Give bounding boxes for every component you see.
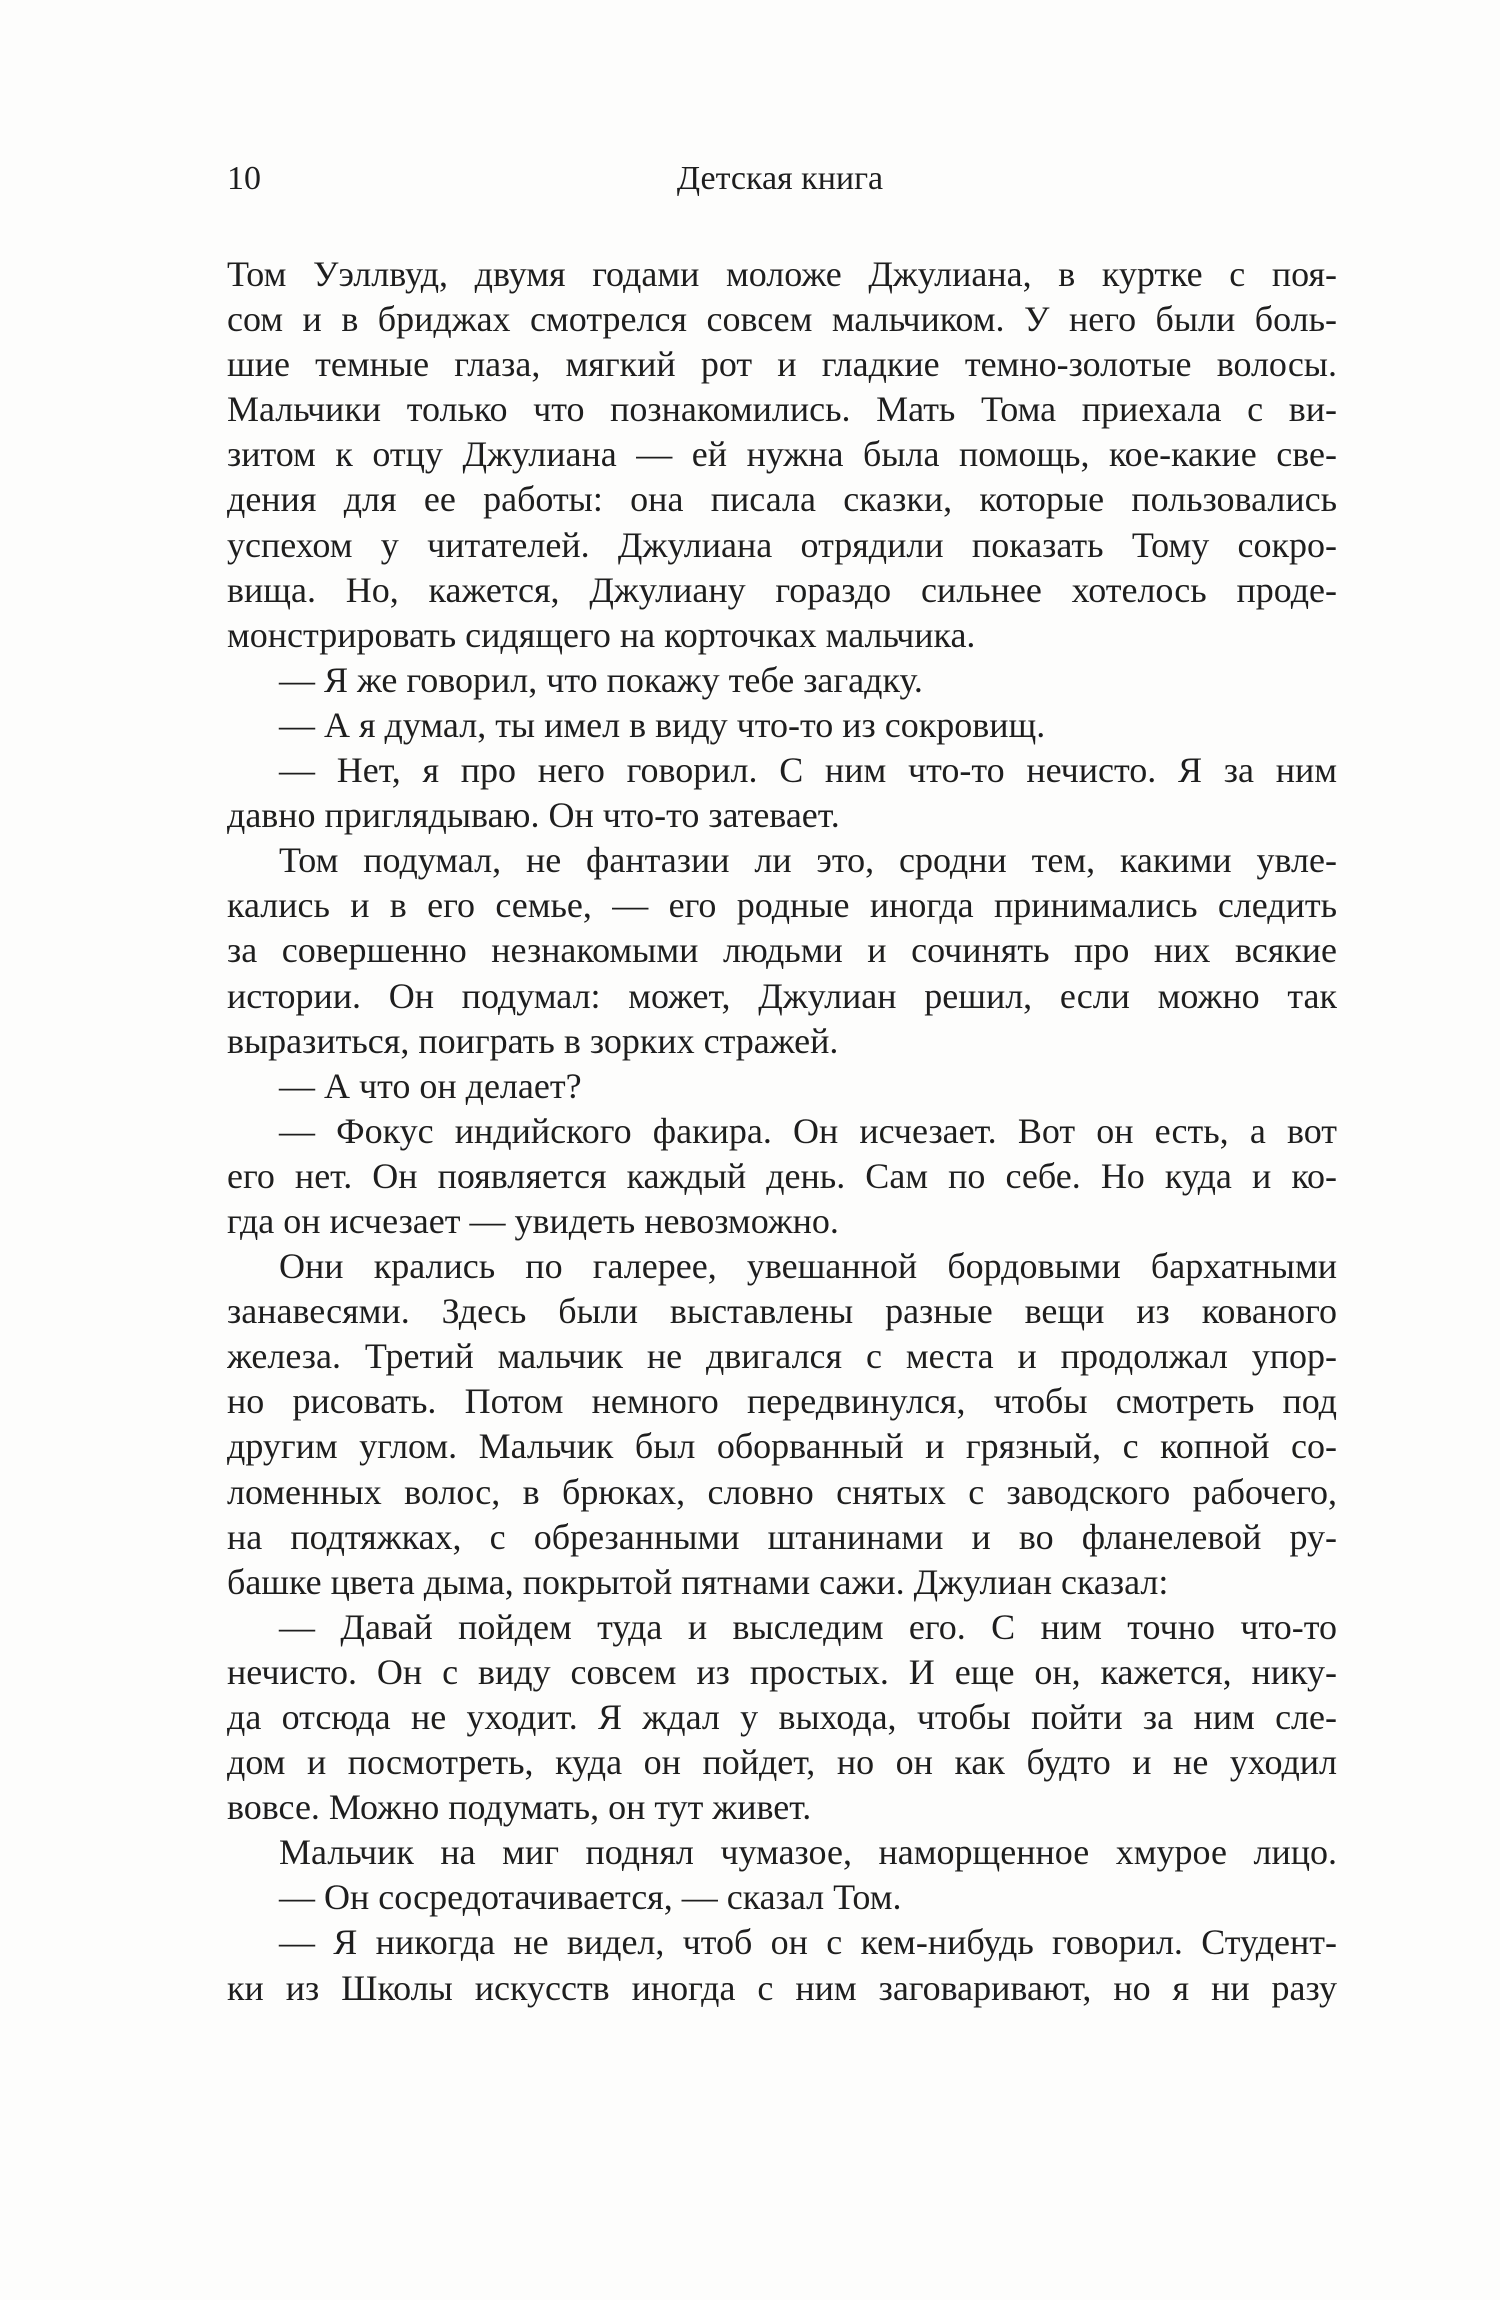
body-text [227,252,1337,2011]
text-line: за совершенно незнакомыми людьми и сочинять про них всякие [227,930,1337,971]
text-line: — Нет, я про него говорил. С ним что-то нечисто. Я за ним [279,750,1337,791]
text-line: — А я думал, ты имел в виду что-то из сокровищ. [279,704,1046,745]
text-line: Мальчики только что познакомились. Мать Тома приехала с ви- [227,389,1337,430]
text-line: Они крались по галерее, увешанной бордовыми бархатными [279,1246,1337,1287]
text-line: дения для ее работы: она писала сказки, которые пользовались [227,479,1337,520]
text-line: Мальчик на миг поднял чумазое, наморщенное хмурое лицо. [279,1832,1337,1873]
text-line: — А что он делает? [279,1065,582,1106]
text-line: дом и посмотреть, куда он пойдет, но он как будто и не уходил [227,1742,1337,1783]
text-line: да отсюда не уходит. Я ждал у выхода, чтобы пойти за ним сле- [227,1697,1337,1737]
page-number: 10 [227,160,261,197]
text-line: ки из Школы искусств иногда с ним заговаривают, но я ни разу [227,1967,1337,2008]
text-line: Том Уэллвуд, двумя годами моложе Джулиана, в куртке с поя- [227,254,1337,294]
text-line: давно приглядываю. Он что-то затевает. [227,795,840,836]
text-line: гда он исчезает — увидеть невозможно. [227,1200,839,1241]
text-line: башке цвета дыма, покрытой пятнами сажи. Джулиан сказал: [227,1561,1169,1602]
text-line: вища. Но, кажется, Джулиану гораздо сильнее хотелось проде- [227,569,1337,610]
text-line: — Я никогда не видел, чтоб он с кем-нибудь говорил. Студент- [279,1922,1337,1963]
text-line: — Он сосредотачивается, — сказал Том. [279,1877,902,1918]
text-line: успехом у читателей. Джулиана отрядили показать Тому сокро- [227,524,1337,565]
text-line: ломенных волос, в брюках, словно снятых с заводского рабочего, [227,1471,1337,1512]
text-line: нечисто. Он с виду совсем из простых. И еще он, кажется, нику- [227,1651,1337,1692]
text-line: — Фокус индийского факира. Он исчезает. Вот он есть, а вот [279,1110,1337,1151]
text-line: занавесями. Здесь были выставлены разные вещи из кованого [227,1291,1337,1332]
text-line: истории. Он подумал: может, Джулиан решил, если можно так [227,975,1337,1016]
text-line: кались и в его семье, — его родные иногда принимались следить [227,885,1337,926]
running-title: Детская книга [676,160,884,197]
text-line: зитом к отцу Джулиана — ей нужна была помощь, кое-какие све- [227,434,1337,475]
text-line: монстрировать сидящего на корточках мальчика. [227,614,976,655]
text-line: выразиться, поиграть в зорких стражей. [227,1020,839,1061]
text-line: другим углом. Мальчик был оборванный и грязный, с копной со- [227,1426,1337,1467]
text-line: на подтяжках, с обрезанными штанинами и во фланелевой ру- [227,1516,1337,1557]
text-line: вовсе. Можно подумать, он тут живет. [227,1787,812,1828]
text-line: Том подумал, не фантазии ли это, сродни тем, какими увле- [279,840,1337,881]
text-line: его нет. Он появляется каждый день. Сам по себе. Но куда и ко- [227,1155,1337,1196]
text-line: — Давай пойдем туда и выследим его. С ним точно что-то [279,1606,1337,1647]
text-line: сом и в бриджах смотрелся совсем мальчиком. У него были боль- [227,299,1337,340]
text-line: — Я же говорил, что покажу тебе загадку. [279,659,923,700]
text-line: железа. Третий мальчик не двигался с места и продолжал упор- [227,1336,1337,1377]
text-line: но рисовать. Потом немного передвинулся, чтобы смотреть под [227,1381,1337,1422]
text-line: шие темные глаза, мягкий рот и гладкие темно-золотые волосы. [227,344,1337,385]
